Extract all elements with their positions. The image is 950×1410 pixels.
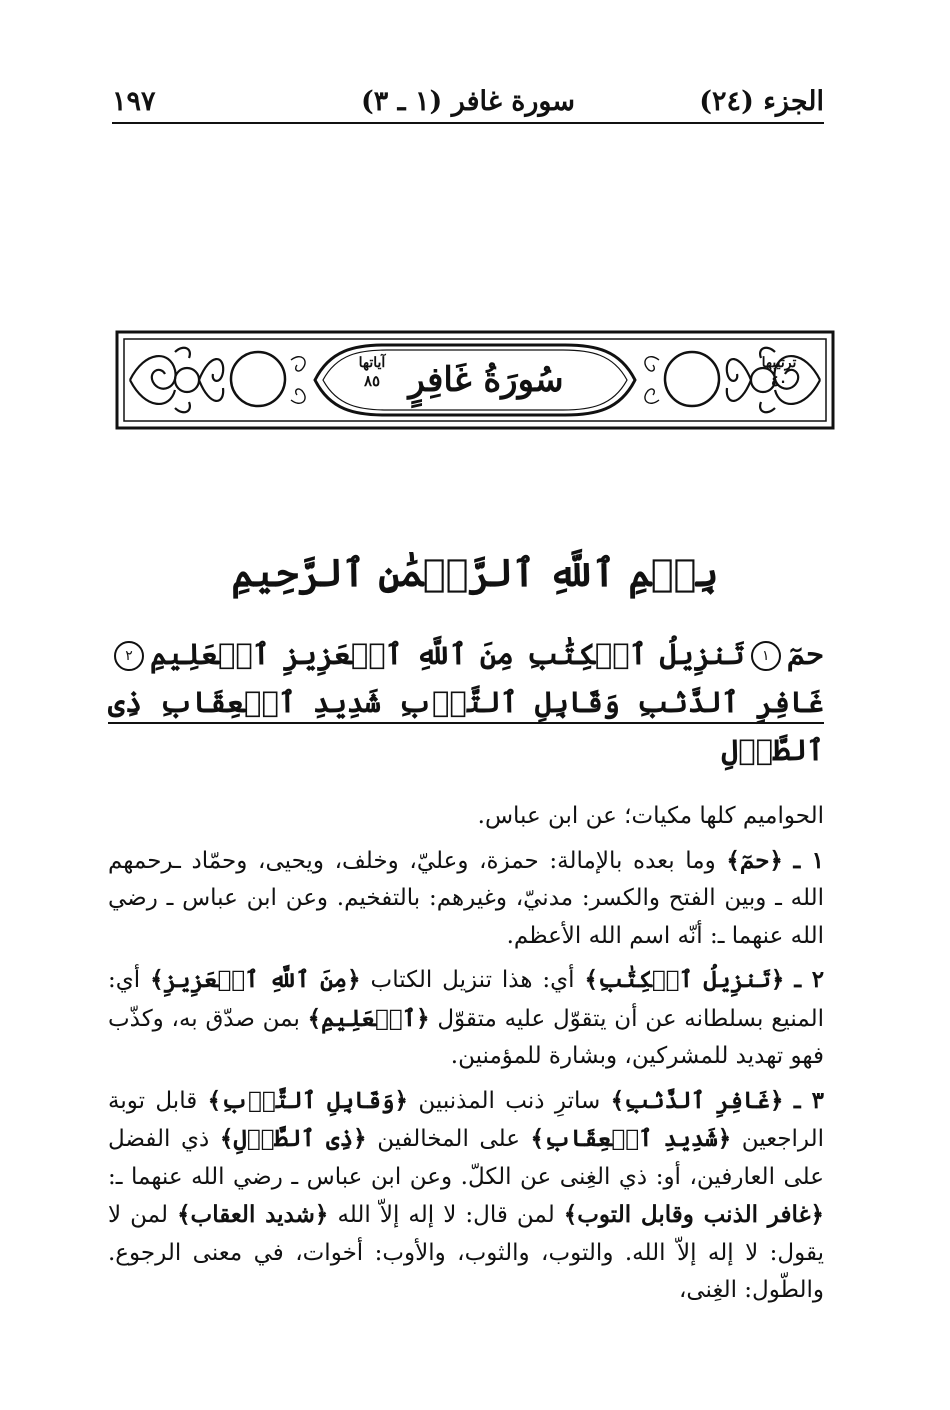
para-2-text-3: بمن صدّق به، وكذّب فهو تهديد للمشركين، وبشارة للمؤمنين.	[108, 1005, 824, 1069]
para-3-text-2: قابل توبة الراجعين	[108, 1087, 825, 1152]
para-1-number: ١ ـ	[793, 846, 824, 874]
para-3-text-3: على المخالفين	[377, 1126, 520, 1152]
para-2-number: ٢ ـ	[794, 966, 825, 993]
running-header	[112, 84, 824, 120]
para-3-number: ٣ ـ	[793, 1086, 824, 1114]
para-3-quote-4: ﴿ذِى ٱلطَّوۡلِ﴾	[219, 1125, 367, 1152]
para-3-text-5: لمن قال: لا إله إلاّ الله	[337, 1202, 555, 1228]
quran-verses	[108, 630, 824, 774]
page-number: ١٩٧	[112, 86, 156, 117]
commentary-para-1	[108, 842, 824, 956]
ayat-count-medallion	[345, 352, 399, 406]
order-medallion	[752, 352, 806, 406]
para-3-text-4: ذي الفضل على العارفين، أو: ذي الغِنى عن الكلّ. وعن ابن عباس ـ رضي الله عنهما ـ:	[108, 1126, 824, 1190]
commentary	[108, 798, 824, 1316]
ayat-label: آياتها	[358, 355, 386, 371]
verse-2-marker: ٢	[114, 641, 144, 671]
para-3-text-6: لمن لا يقول: لا إله إلاّ الله. والتوب، والثوب، والأوب: أخوات، في معنى الرجوع. والطّول: الغِنى،	[108, 1202, 824, 1303]
para-3-quote-6: ﴿شديد العقاب﴾	[177, 1201, 329, 1228]
verse-1-marker: ١	[751, 641, 781, 671]
basmala: بِسۡمِ ٱللَّهِ ٱلرَّحۡمَٰنِ ٱلرَّحِيمِ	[231, 550, 719, 595]
verse-2: تَنزِيلُ ٱلۡكِتَٰبِ مِنَ ٱللَّهِ ٱلۡعَزِيزِ ٱلۡعَلِيمِ	[150, 637, 745, 671]
para-1-quote: ﴿حمٓ﴾	[726, 846, 783, 874]
para-3-quote-2: ﴿وَقَابِلِ ٱلتَّوۡبِ﴾	[207, 1086, 408, 1114]
para-2-text-1: أي: هذا تنزيل الكتاب	[370, 967, 575, 993]
para-2-quote-3: ﴿ٱلۡعَلِيمِ﴾	[307, 1004, 430, 1032]
commentary-intro: الحواميم كلها مكيات؛ عن ابن عباس.	[477, 803, 824, 829]
ayat-count: ٨٥	[363, 372, 381, 390]
order-label: ترتيبها	[761, 355, 797, 371]
juz-label: الجزء (٢٤)	[699, 86, 824, 117]
header-rule	[112, 122, 824, 124]
para-3-quote-3: ﴿شَدِيدِ ٱلۡعِقَابِ﴾	[530, 1125, 732, 1152]
para-3-text-1: ساترِ ذنب المذنبين	[418, 1087, 601, 1114]
para-2-quote-1: ﴿تَنزِيلُ ٱلۡكِتَٰبِ﴾	[584, 966, 785, 993]
verse-3: غَافِرِ ٱلذَّنۢبِ وَقَابِلِ ٱلتَّوۡبِ شَدِيدِ ٱلۡعِقَابِ ذِى ٱلطَّوۡلِ	[108, 685, 824, 767]
para-2-quote-2: ﴿مِنَ ٱللَّهِ ٱلۡعَزِيزِ﴾	[150, 966, 361, 993]
para-1-text: وما بعده بالإمالة: حمزة، وعليّ، وخلف، ويحيى، وحمّاد ـرحمهم الله ـ وبين الفتح والكسر: مدنيّ، وغيرهم: بالتفخيم. وعن ابن عباس ـ رضي الله عنهما ـ: أنّه اسم الله الأعظم.	[108, 847, 824, 949]
para-2-text-2: أي: المنيع بسلطانه عن أن يتقوّل عليه متقوّل	[108, 967, 825, 1032]
surah-title: سُورَةُ غَافِرٍ	[408, 360, 564, 400]
surah-range-label: سورة غافر (١ ـ ٣)	[360, 86, 575, 117]
order-number: ٤٠	[770, 372, 788, 390]
para-3-quote-1: ﴿غَافِرِ ٱلذَّنۢبِ﴾	[610, 1086, 784, 1114]
verse-1: حمٓ	[786, 637, 824, 671]
surah-banner	[115, 330, 835, 430]
para-3-quote-5: ﴿غافر الذنب وقابل التوب﴾	[563, 1201, 824, 1228]
commentary-para-2	[108, 961, 824, 1076]
verses-rule	[108, 722, 824, 724]
commentary-para-3	[108, 1082, 824, 1310]
